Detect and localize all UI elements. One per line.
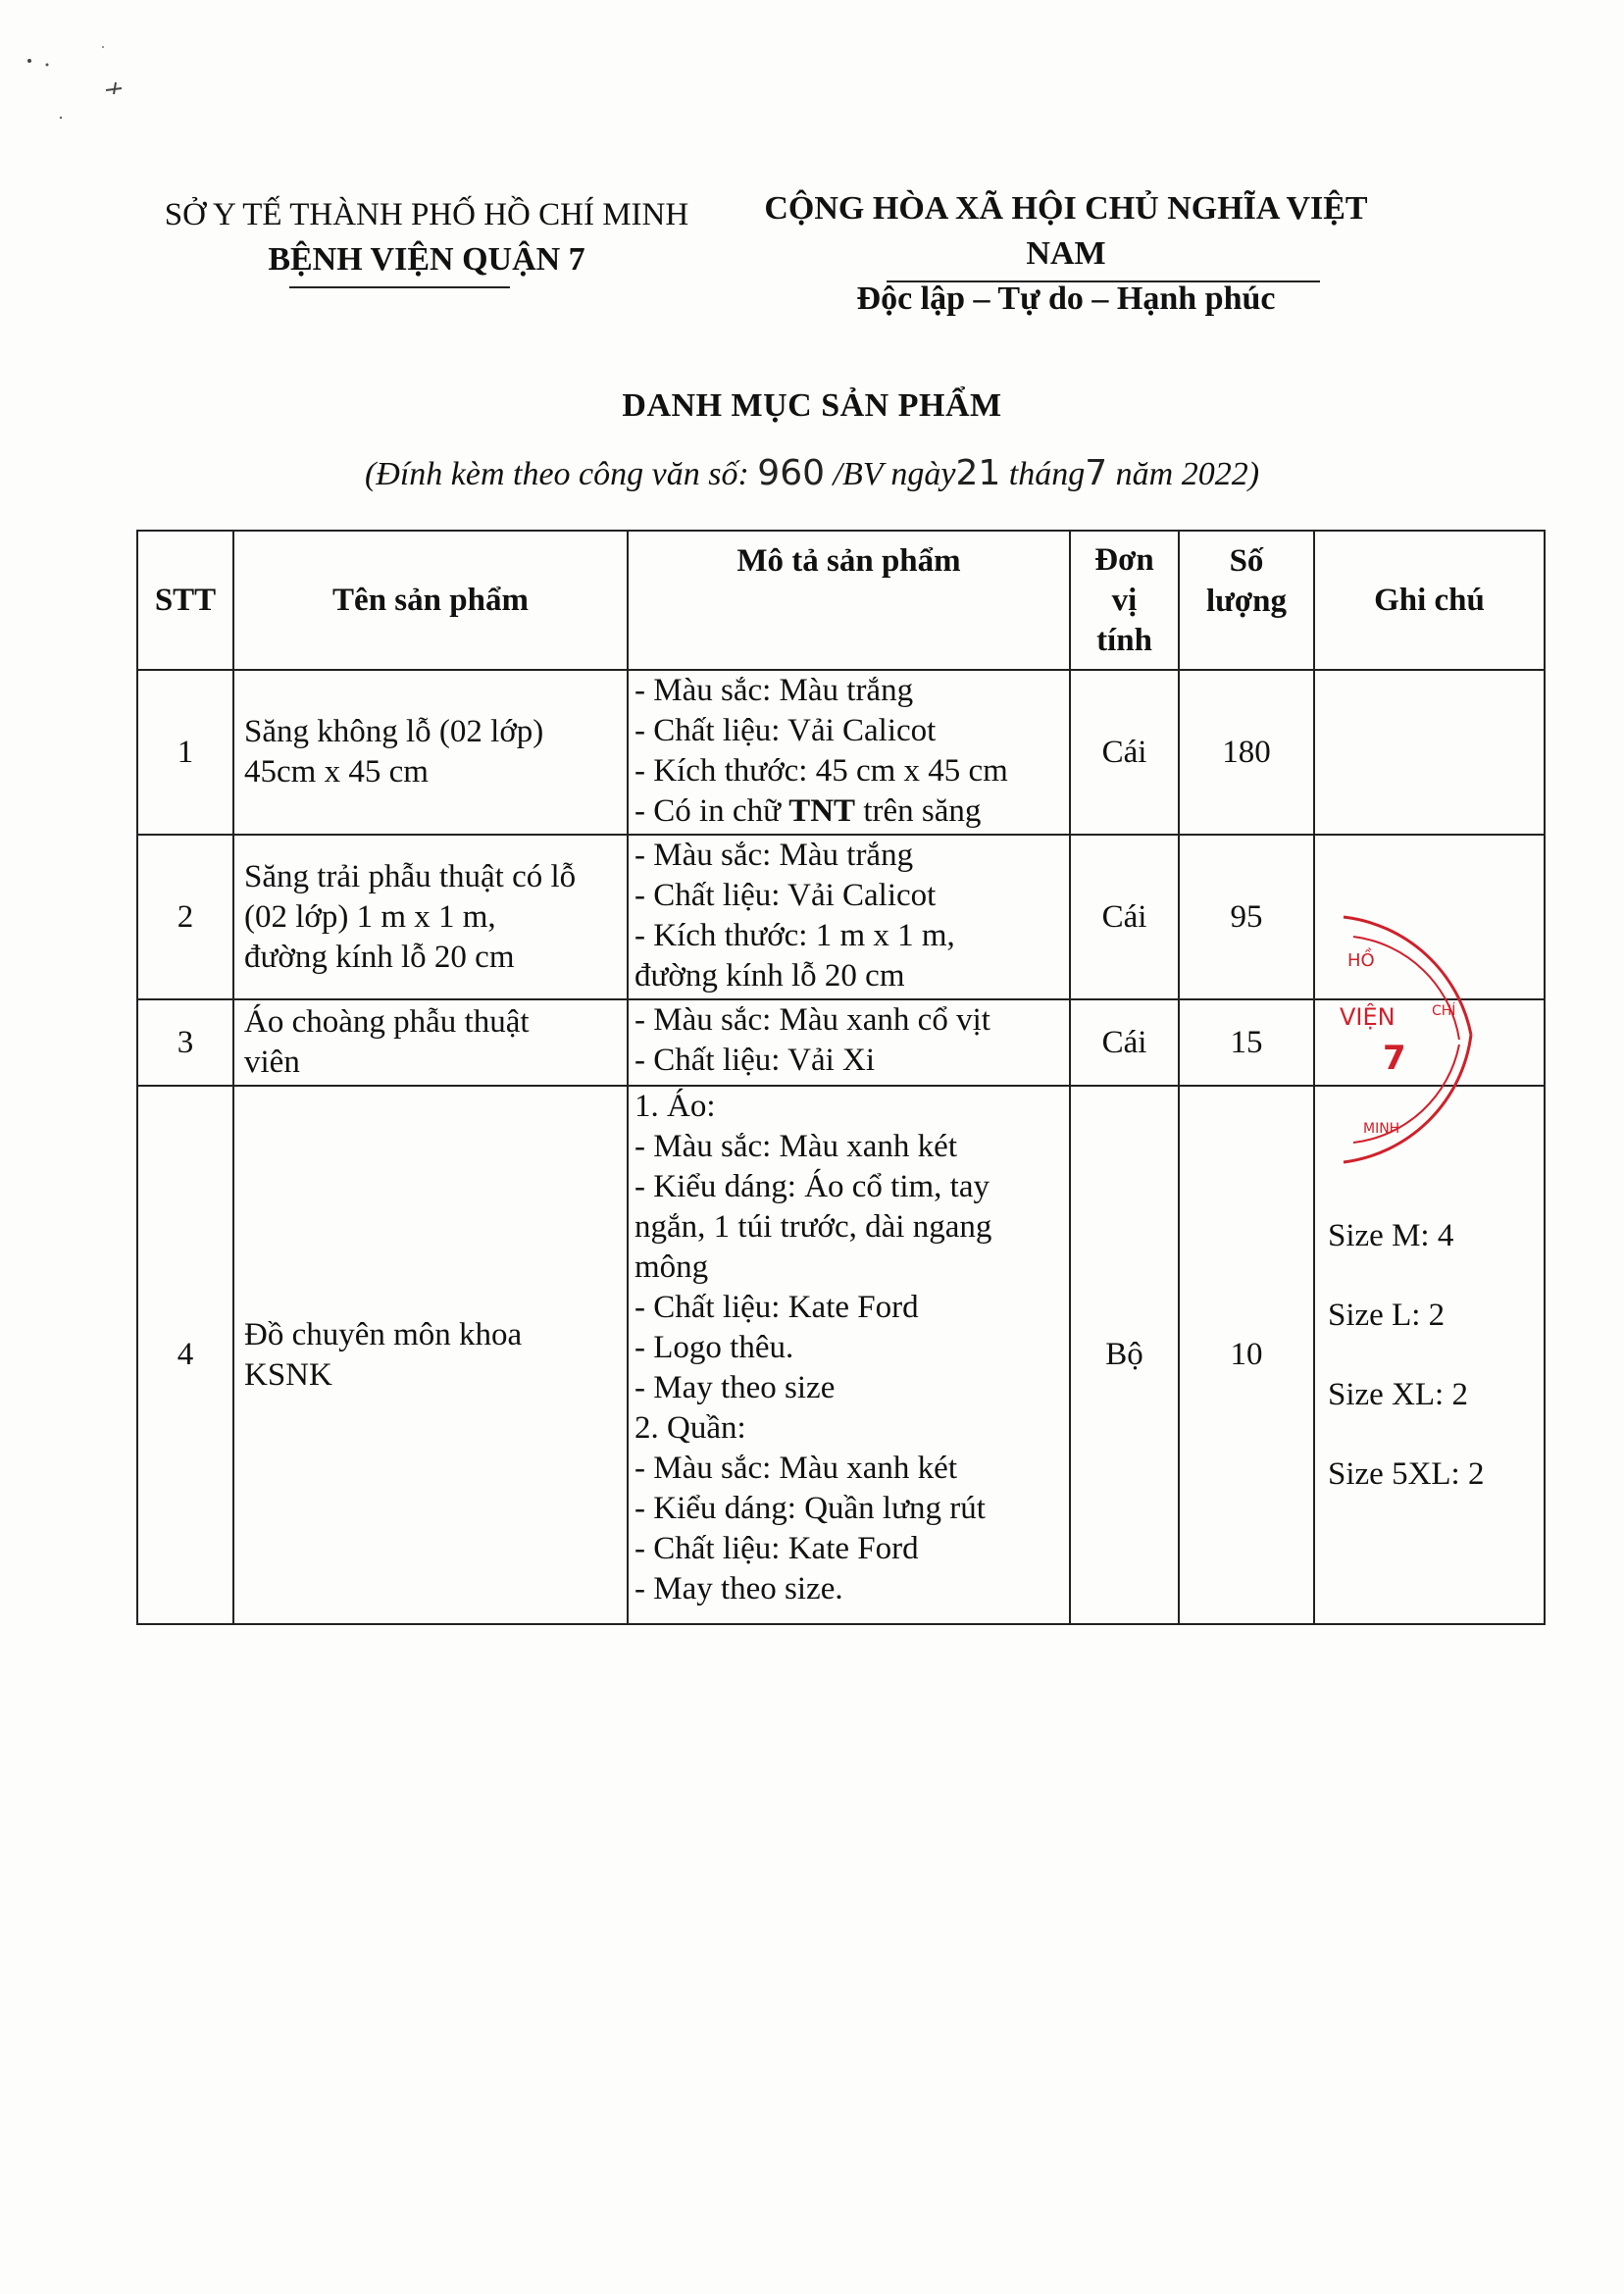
row-description: - Màu sắc: Màu trắng - Chất liệu: Vải Calicot - Kích thước: 45 cm x 45 cm - Có in chữ TNT trên săng	[628, 670, 1070, 835]
row-description: - Màu sắc: Màu xanh cổ vịt - Chất liệu: Vải Xi	[628, 999, 1070, 1086]
row-stt: 3	[137, 999, 233, 1086]
row-note	[1314, 999, 1545, 1086]
size-note: Size M: 4	[1328, 1217, 1454, 1253]
svg-text:CHÍ: CHÍ	[1432, 1003, 1456, 1019]
row-product-name: Săng không lỗ (02 lớp) 45cm x 45 cm	[233, 670, 628, 835]
subtitle-suffix: năm 2022)	[1115, 456, 1260, 492]
table-row	[137, 999, 1545, 1086]
hospital-name: BỆNH VIỆN QUẬN 7	[268, 241, 585, 278]
national-motto: Độc lập – Tự do – Hạnh phúc	[856, 280, 1276, 317]
table-row	[137, 670, 1545, 835]
row-unit: Bộ	[1070, 1086, 1179, 1624]
row-product-name: Săng trải phẫu thuật có lỗ (02 lớp) 1 m x 1 m, đường kính lỗ 20 cm	[233, 835, 628, 999]
row-stt: 1	[137, 670, 233, 835]
header-stt: STT	[137, 531, 233, 670]
row-description: - Màu sắc: Màu trắng - Chất liệu: Vải Calicot - Kích thước: 1 m x 1 m, đường kính lỗ 20 cm	[628, 835, 1070, 999]
row-note	[1314, 670, 1545, 835]
row-note	[1314, 1086, 1545, 1624]
table-header-row	[137, 531, 1545, 670]
size-note: Size L: 2	[1328, 1297, 1446, 1333]
svg-text:MINH: MINH	[1363, 1121, 1400, 1137]
handwritten-doc-number: 960	[757, 453, 826, 493]
row-product-name: Đồ chuyên môn khoa KSNK	[233, 1086, 628, 1624]
row-product-name: Áo choàng phẫu thuật viên	[233, 999, 628, 1086]
document-subtitle	[0, 453, 1624, 493]
row-description: 1. Áo: - Màu sắc: Màu xanh két - Kiểu dáng: Áo cổ tim, tay ngắn, 1 túi trước, dài ngang mông - Chất liệu: Kate Ford - Logo thêu. - May theo size 2. Quần: - Màu sắc: Màu xanh két - Kiểu dáng: Quần lưng rút - Chất liệu: Kate Ford - May theo size.	[628, 1086, 1070, 1624]
header-unit: Đơn vị tính	[1070, 531, 1179, 670]
handwritten-month: 7	[1085, 453, 1108, 493]
row-quantity: 180	[1179, 670, 1314, 835]
department-name: SỞ Y TẾ THÀNH PHỐ HỒ CHÍ MINH	[164, 197, 689, 232]
row-note	[1314, 835, 1545, 999]
header-right-block	[728, 186, 1404, 322]
country-name: CỘNG HÒA XÃ HỘI CHỦ NGHĨA VIỆT NAM	[764, 190, 1368, 272]
table-row	[137, 1086, 1545, 1624]
svg-text:VIỆN: VIỆN	[1340, 1003, 1396, 1031]
header-right-underline	[887, 280, 1320, 282]
size-note: Size XL: 2	[1328, 1376, 1468, 1412]
header-note: Ghi chú	[1314, 531, 1545, 670]
header-name: Tên sản phẩm	[233, 531, 628, 670]
row-unit: Cái	[1070, 835, 1179, 999]
row-unit: Cái	[1070, 999, 1179, 1086]
product-table	[136, 530, 1546, 1625]
handwritten-day: 21	[955, 453, 1001, 493]
header-desc: Mô tả sản phẩm	[628, 531, 1070, 670]
header-left-block	[147, 192, 706, 282]
header-qty: Số lượng	[1179, 531, 1314, 670]
svg-text:7: 7	[1383, 1039, 1406, 1078]
row-stt: 2	[137, 835, 233, 999]
subtitle-mid2: tháng	[1008, 456, 1086, 492]
subtitle-prefix: (Đính kèm theo công văn số:	[364, 456, 749, 492]
header-left-underline	[289, 286, 510, 288]
row-stt: 4	[137, 1086, 233, 1624]
row-unit: Cái	[1070, 670, 1179, 835]
row-quantity: 15	[1179, 999, 1314, 1086]
document-title: DANH MỤC SẢN PHẨM	[622, 387, 1002, 424]
table-row	[137, 835, 1545, 999]
row-quantity: 95	[1179, 835, 1314, 999]
scan-specks	[0, 0, 196, 157]
size-note: Size 5XL: 2	[1328, 1455, 1485, 1492]
subtitle-mid1: /BV ngày	[833, 456, 956, 492]
svg-text:HỒ: HỒ	[1347, 950, 1375, 971]
row-quantity: 10	[1179, 1086, 1314, 1624]
